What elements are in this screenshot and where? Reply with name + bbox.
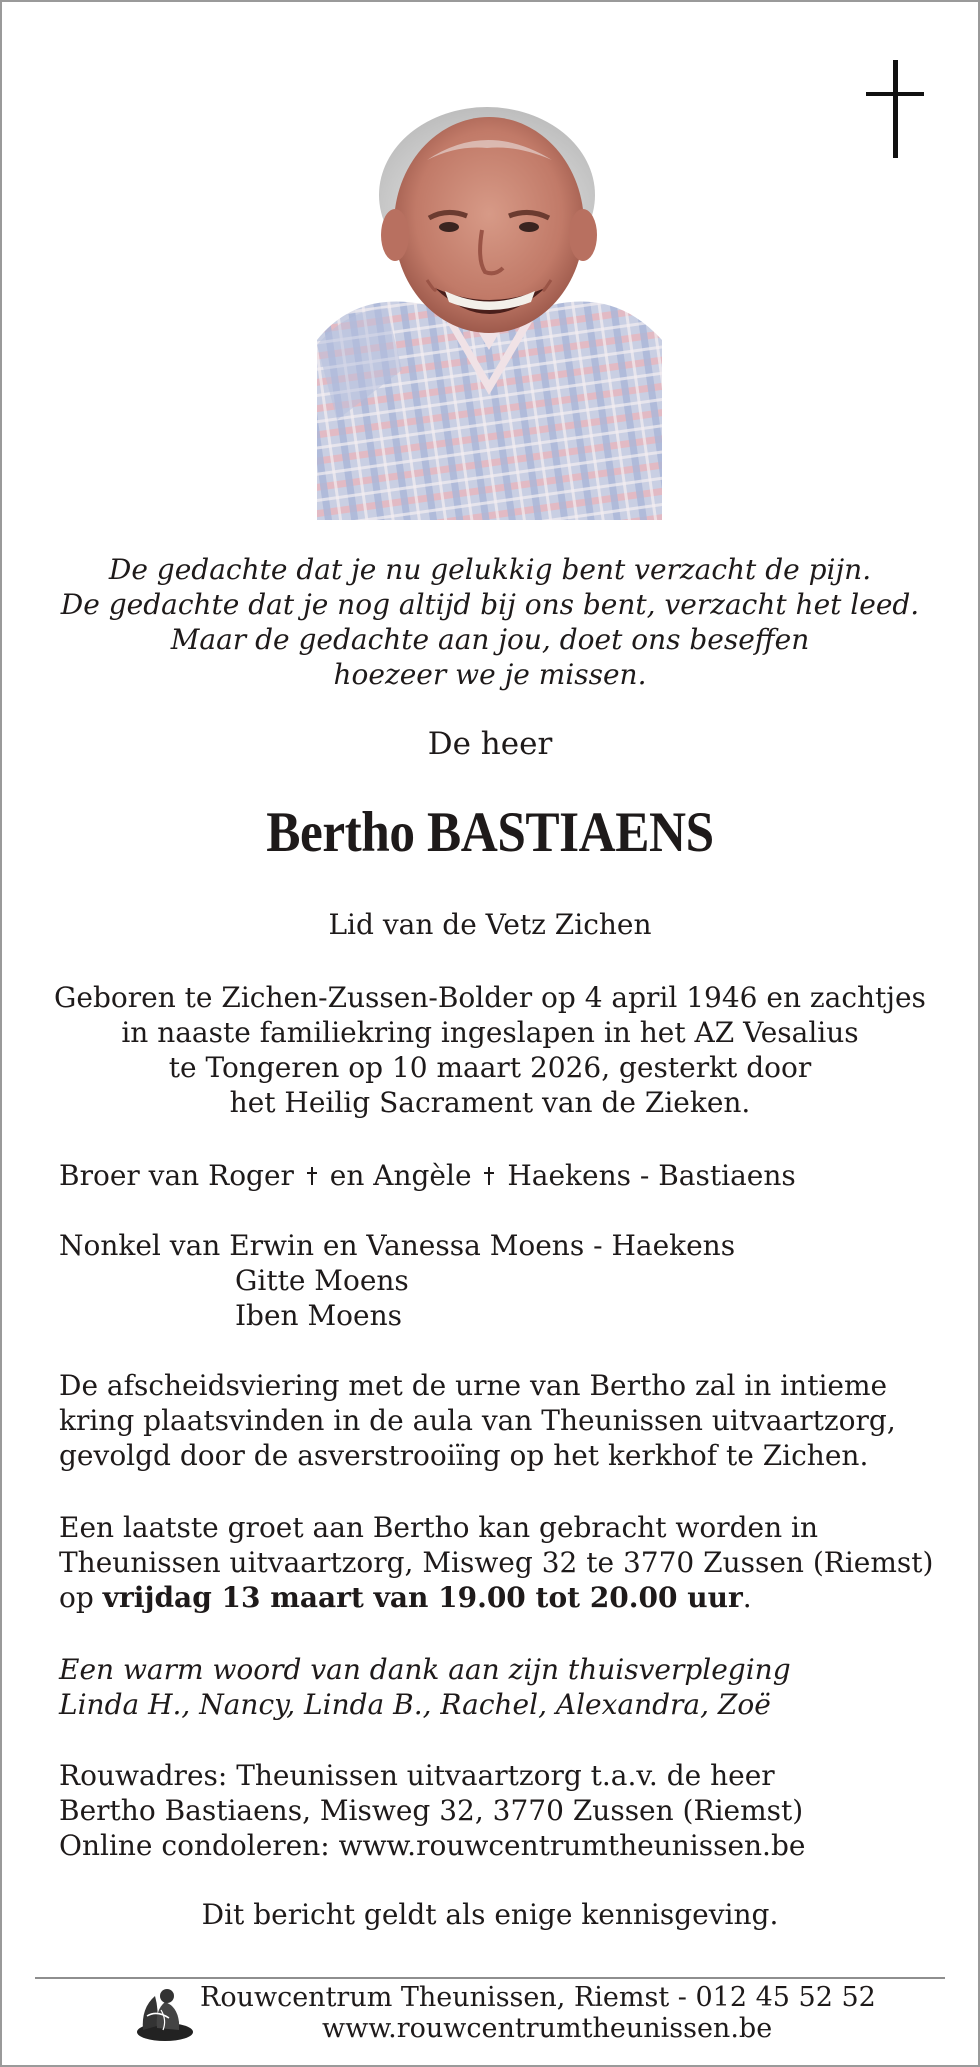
thanks-note bbox=[59, 1652, 791, 1722]
birth-death-details bbox=[0, 980, 980, 1120]
address-line: Bertho Bastiaens, Misweg 32, 3770 Zussen (Riemst) bbox=[59, 1794, 804, 1827]
birth-line: in naaste familiekring ingeslapen in het AZ Vesalius bbox=[121, 1016, 859, 1049]
memorial-poem bbox=[0, 552, 980, 692]
ceremony-line: De afscheidsviering met de urne van Bertho zal in intieme bbox=[59, 1369, 888, 1402]
deceased-cross-icon bbox=[306, 1167, 318, 1187]
funeral-home-website[interactable]: www.rouwcentrumtheunissen.be bbox=[322, 2013, 773, 2044]
greeting-line: Een laatste groet aan Bertho kan gebracht worden in bbox=[59, 1511, 818, 1544]
funeral-home-contact: Rouwcentrum Theunissen, Riemst - 012 45 52 52 bbox=[200, 1982, 876, 2013]
poem-line: De gedachte dat je nu gelukkig bent verzacht de pijn. bbox=[108, 553, 872, 586]
deceased-cross-icon bbox=[483, 1167, 495, 1187]
thanks-line: Een warm woord van dank aan zijn thuisverpleging bbox=[59, 1653, 791, 1686]
honorific-title: De heer bbox=[427, 726, 553, 762]
ceremony-line: gevolgd door de asverstrooiïng op het kerkhof te Zichen. bbox=[59, 1439, 869, 1472]
ceremony-line: kring plaatsvinden in de aula van Theunissen uitvaartzorg, bbox=[59, 1404, 896, 1437]
final-greeting bbox=[59, 1510, 933, 1615]
poem-line: hoezeer we je missen. bbox=[333, 658, 647, 691]
address-line: Rouwadres: Theunissen uitvaartzorg t.a.v. de heer bbox=[59, 1759, 775, 1792]
mourning-address bbox=[59, 1758, 805, 1863]
birth-line: Geboren te Zichen-Zussen-Bolder op 4 april 1946 en zachtjes bbox=[54, 981, 926, 1014]
notice-line: Dit bericht geldt als enige kennisgeving. bbox=[201, 1898, 779, 1931]
footer-divider bbox=[35, 1977, 945, 1979]
ceremony-details bbox=[59, 1368, 896, 1473]
funeral-home-footer bbox=[200, 1982, 880, 2044]
nephew-line: Iben Moens bbox=[235, 1299, 402, 1332]
birth-line: te Tongeren op 10 maart 2026, gesterkt door bbox=[168, 1051, 812, 1084]
nephews-block bbox=[59, 1228, 735, 1333]
visitation-time: vrijdag 13 maart van 19.00 tot 20.00 uur bbox=[102, 1581, 743, 1614]
nephew-line: Nonkel van Erwin en Vanessa Moens - Haekens bbox=[59, 1229, 736, 1262]
cross-icon bbox=[866, 60, 926, 160]
thanks-line: Linda H., Nancy, Linda B., Rachel, Alexandra, Zoë bbox=[59, 1688, 771, 1721]
greeting-line: op vrijdag 13 maart van 19.00 tot 20.00 uur. bbox=[59, 1581, 752, 1614]
condolence-link[interactable]: Online condoleren: www.rouwcentrumtheunissen.be bbox=[59, 1829, 806, 1862]
portrait-photo bbox=[317, 90, 662, 520]
nephew-line: Gitte Moens bbox=[235, 1264, 409, 1297]
poem-line: De gedachte dat je nog altijd bij ons bent, verzacht het leed. bbox=[60, 588, 920, 621]
siblings-line: Broer van Roger en Angèle Haekens - Bastiaens bbox=[59, 1159, 796, 1192]
deceased-name: Bertho BASTIAENS bbox=[266, 801, 714, 864]
greeting-line: Theunissen uitvaartzorg, Misweg 32 te 3770 Zussen (Riemst) bbox=[59, 1546, 934, 1579]
angel-logo-icon bbox=[133, 1980, 197, 2044]
membership-line: Lid van de Vetz Zichen bbox=[328, 908, 652, 941]
birth-line: het Heilig Sacrament van de Zieken. bbox=[229, 1086, 751, 1119]
poem-line: Maar de gedachte aan jou, doet ons beseffen bbox=[170, 623, 810, 656]
